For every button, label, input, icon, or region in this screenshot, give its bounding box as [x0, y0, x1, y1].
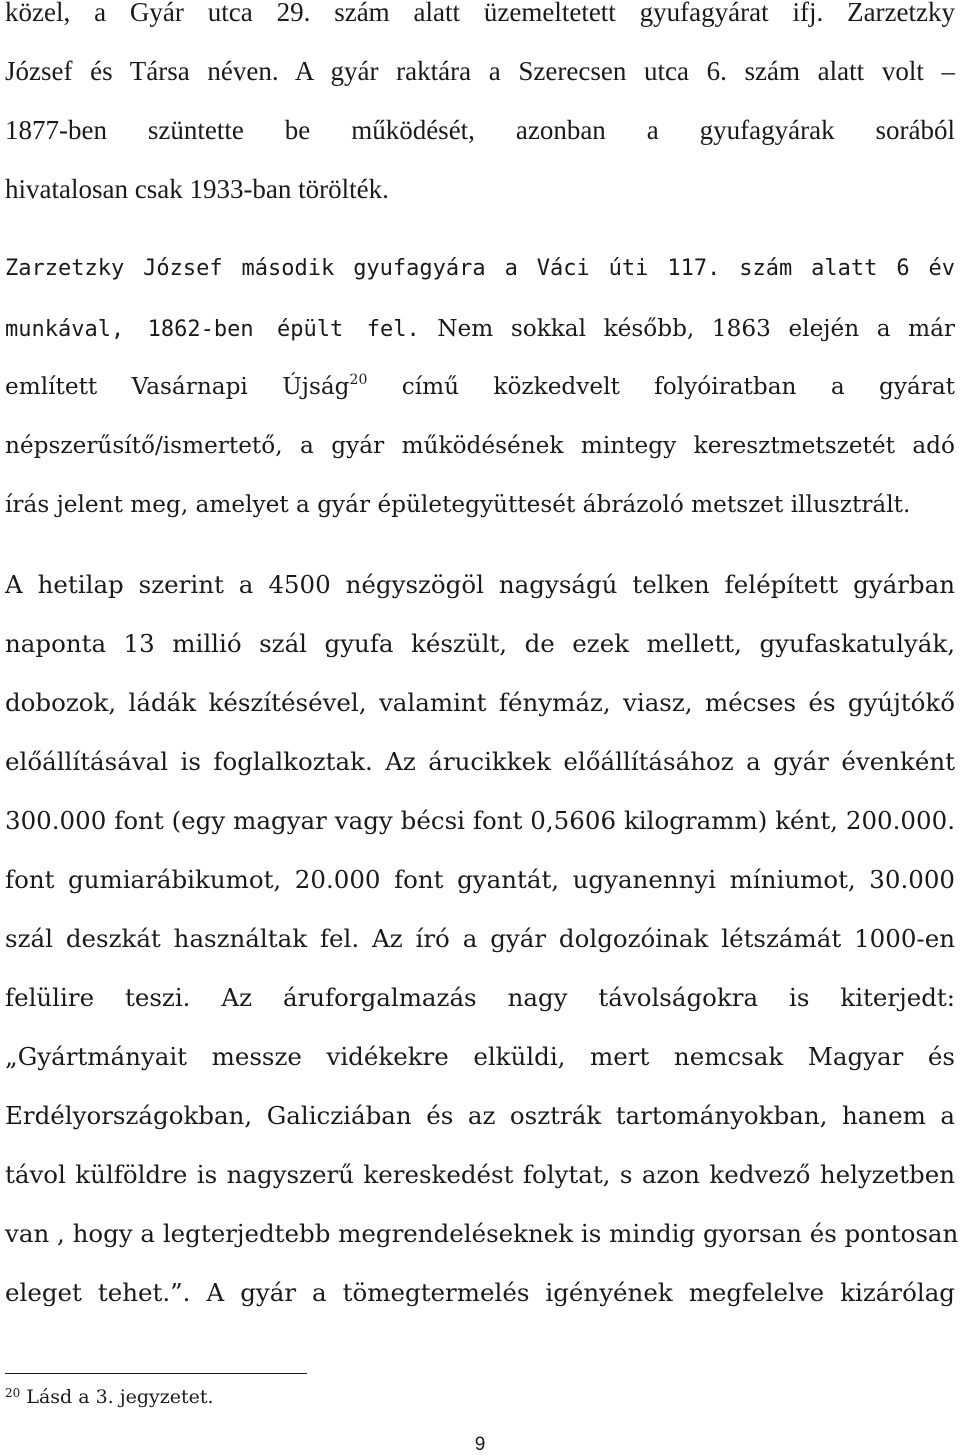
text-line: távol külföldre is nagyszerű kereskedést folytat, s azon kedvező helyzetben [5, 1160, 955, 1189]
text-span: című közkedvelt folyóiratban a gyárat [367, 373, 956, 400]
page-number: 9 [474, 1434, 486, 1455]
text-line: A hetilap szerint a 4500 négyszögöl nagyságú telken felépített gyárban [5, 570, 955, 599]
text-span: említett Vasárnapi Újság [5, 373, 350, 400]
footnote-reference[interactable]: 20 [349, 372, 368, 388]
text-line: népszerűsítő/ismertető, a gyár működésének mintegy keresztmetszetét adó [5, 432, 955, 459]
text-line-mixed [5, 312, 955, 346]
text-line: írás jelent meg, amelyet a gyár épületegyüttesét ábrázoló metszet illusztrált. [5, 491, 911, 518]
text-span: Nem sokkal később, 1863 elején a már [419, 315, 956, 342]
text-line: szál deszkát használtak fel. Az író a gyár dolgozóinak létszámát 1000-en [5, 924, 955, 953]
footnote [5, 1384, 214, 1410]
text-line: Zarzetzky József második gyufagyára a Váci úti 117. szám alatt 6 év [5, 256, 955, 281]
text-line: van , hogy a legterjedtebb megrendeléseknek is mindig gyorsan és pontosan [5, 1219, 959, 1248]
text-line: 300.000 font (egy magyar vagy bécsi font 0,5606 kilogramm) ként, 200.000. [5, 806, 955, 835]
text-line: előállításával is foglalkoztak. Az árucikkek előállításához a gyár évenként [5, 747, 955, 776]
text-line: naponta 13 millió szál gyufa készült, de ezek mellett, gyufaskatulyák, [5, 629, 955, 658]
text-line: eleget tehet.”. A gyár a tömegtermelés igényének megfelelve kizárólag [5, 1278, 955, 1307]
footnote-text: Lásd a 3. jegyzetet. [20, 1386, 214, 1408]
text-line: „Gyártmányait messze vidékekre elküldi, mert nemcsak Magyar és [5, 1042, 955, 1071]
text-line: felülire teszi. Az áruforgalmazás nagy távolságokra is kiterjedt: [5, 983, 955, 1012]
text-line: hivatalosan csak 1933-ban törölték. [5, 174, 389, 204]
text-line: dobozok, ládák készítésével, valamint fénymáz, viasz, mécses és gyújtókő [5, 688, 955, 717]
text-span: munkával, 1862-ben épült fel. [5, 317, 420, 342]
text-line [5, 371, 955, 403]
text-line: Erdélyországokban, Galicziában és az osztrák tartományokban, hanem a [5, 1101, 955, 1130]
text-line: közel, a Gyár utca 29. szám alatt üzemeltetett gyufagyárat ifj. Zarzetzky [5, 0, 955, 27]
text-line: font gumiarábikumot, 20.000 font gyantát, ugyanennyi míniumot, 30.000 [5, 865, 955, 894]
text-line: 1877-ben szüntette be működését, azonban a gyufagyárak sorából [5, 115, 955, 145]
footnote-number: 20 [5, 1386, 21, 1400]
footnote-separator [5, 1373, 307, 1374]
text-line: József és Társa néven. A gyár raktára a Szerecsen utca 6. szám alatt volt – [5, 56, 955, 86]
